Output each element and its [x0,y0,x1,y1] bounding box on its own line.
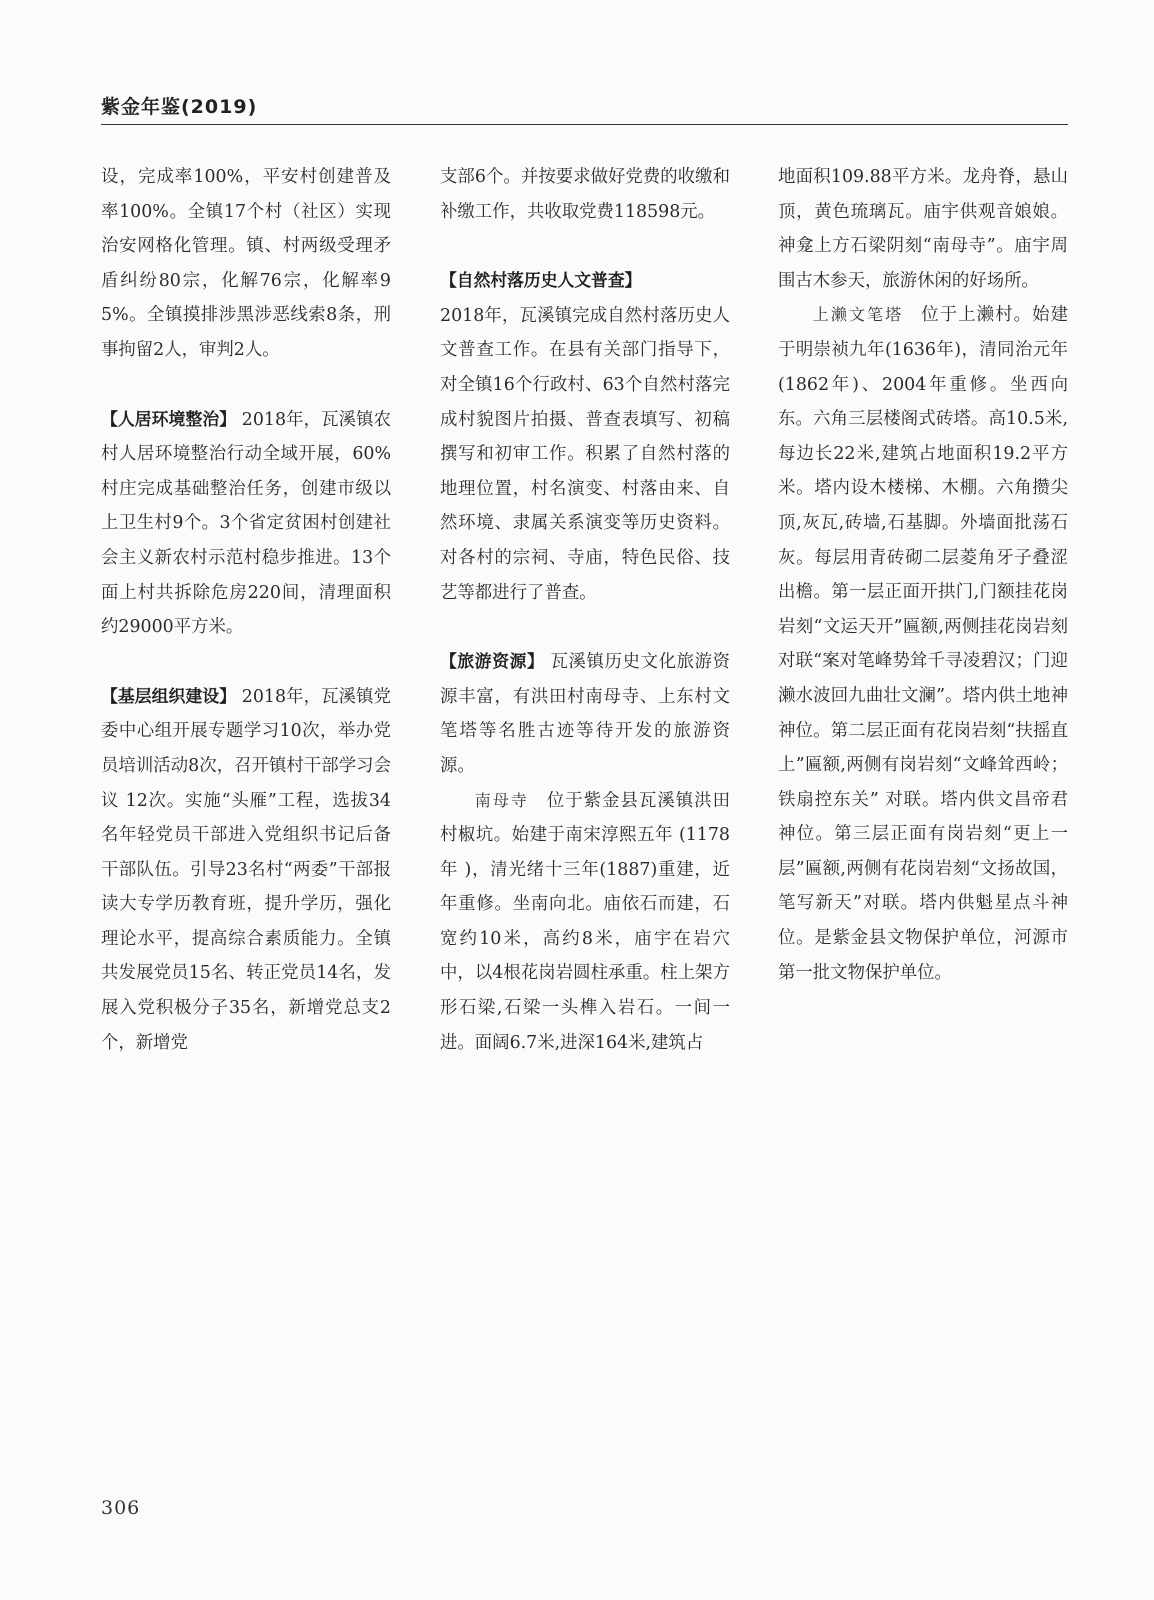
section-residential-environment [101,402,391,645]
header-rule [101,124,1068,125]
paragraph: 支部6个。并按要求做好党费的收缴和补缴工作，共收取党费118598元。 [440,167,730,222]
text-column-3 [778,160,1068,990]
entry-body: 位于上濑村。始建于明崇祯九年(1636年)，清同治元年(1862年)、2004年重修。坐西向东。六角三层楼阁式砖塔。高10.5米,每边长22米,建筑占地面积19.2平方米。塔内设木楼梯、木棚。六角攒尖顶,灰瓦,砖墙,石基脚。外墙面批荡石灰。每层用青砖砌二层菱角牙子叠涩出檐。第一层正面开拱门,门额挂花岗岩刻“文运天开”匾额,两侧挂花岗岩刻对联“案对笔峰势耸千寻凌碧汉；门迎濑水波回九曲壮文澜”。塔内供土地神神位。第二层正面有花岗岩刻“扶摇直上”匾额,两侧有岗岩刻“文峰耸西岭；铁扇控东关” 对联。塔内供文昌帝君神位。第三层正面有岗岩刻“更上一层”匾额,两侧有花岗岩刻“文扬故国，笔写新天”对联。塔内供魁星点斗神位。是紫金县文物保护单位，河源市第一批文物保护单位。 [778,305,1068,983]
section-grassroots-organization [101,679,391,1061]
section-heading: 【人居环境整治】 [101,408,237,429]
entry-subhead: 上濑文笔塔 [812,305,904,325]
entry-body: 位于紫金县瓦溪镇洪田村椒坑。始建于南宋淳熙五年 (1178年 )，清光绪十三年(1887)重建，近年重修。坐南向北。庙依石而建，石宽约10米，高约8米，庙宇在岩穴中，以4根花岗岩圆柱承重。柱上架方形石梁,石梁一头榫入岩石。一间一进。面阔6.7米,进深164米,建筑占 [440,790,730,1053]
paragraph: 地面积109.88平方米。龙舟脊，悬山顶，黄色琉璃瓦。庙宇供观音娘娘。神龛上方石梁阴刻“南母寺”。庙宇周围古木参天，旅游休闲的好场所。 [778,167,1068,291]
entry-wenbi-pagoda [778,298,1068,990]
section-tourism [440,644,730,783]
entry-subhead: 南母寺 [474,790,529,810]
paragraph: 设，完成率100%，平安村创建普及率100%。全镇17个村（社区）实现治安网格化管理。镇、村两级受理矛盾纠纷80宗，化解76宗，化解率95%。全镇摸排涉黑涉恶线索8条，刑事拘留2人，审判2人。 [101,167,391,360]
text-column-2 [440,160,730,1060]
section-village-survey [440,263,730,610]
running-title: 紫金年鉴(2019) [101,96,258,118]
section-body: 瓦溪镇历史文化旅游资源丰富，有洪田村南母寺、上东村文笔塔等名胜古迹等待开发的旅游资源。 [440,652,730,776]
section-heading: 【自然村落历史人文普查】 [440,270,642,291]
section-body: 2018年，瓦溪镇农村人居环境整治行动全域开展，60%村庄完成基础整治任务，创建市级以上卫生村9个。3个省定贫困村创建社会主义新农村示范村稳步推进。13个面上村共拆除危房220间，清理面积约29000平方米。 [101,409,391,638]
section-heading: 【基层组织建设】 [101,685,237,706]
section-body: 2018年，瓦溪镇党委中心组开展专题学习10次，举办党员培训活动8次，召开镇村干部学习会议 12次。实施“头雁”工程，选拔34名年轻党员干部进入党组织书记后备干部队伍。引导23名村“两委”干部报读大专学历教育班，提升学历，强化理论水平，提高综合素质能力。全镇共发展党员15名、转正党员14名，发展入党积极分子35名，新增党总支2个，新增党 [101,686,391,1053]
entry-nanmu-temple [440,784,730,1061]
section-body: 2018年，瓦溪镇完成自然村落历史人文普查工作。在县有关部门指导下，对全镇16个行政村、63个自然村落完成村貌图片拍摄、普查表填写、初稿撰写和初审工作。积累了自然村落的地理位置，村名演变、村落由来、自然环境、隶属关系演变等历史资料。对各村的宗祠、寺庙，特色民俗、技艺等都进行了普查。 [440,305,730,603]
text-column-1 [101,160,391,1060]
section-heading: 【旅游资源】 [440,651,545,672]
page-number: 306 [101,1497,141,1519]
